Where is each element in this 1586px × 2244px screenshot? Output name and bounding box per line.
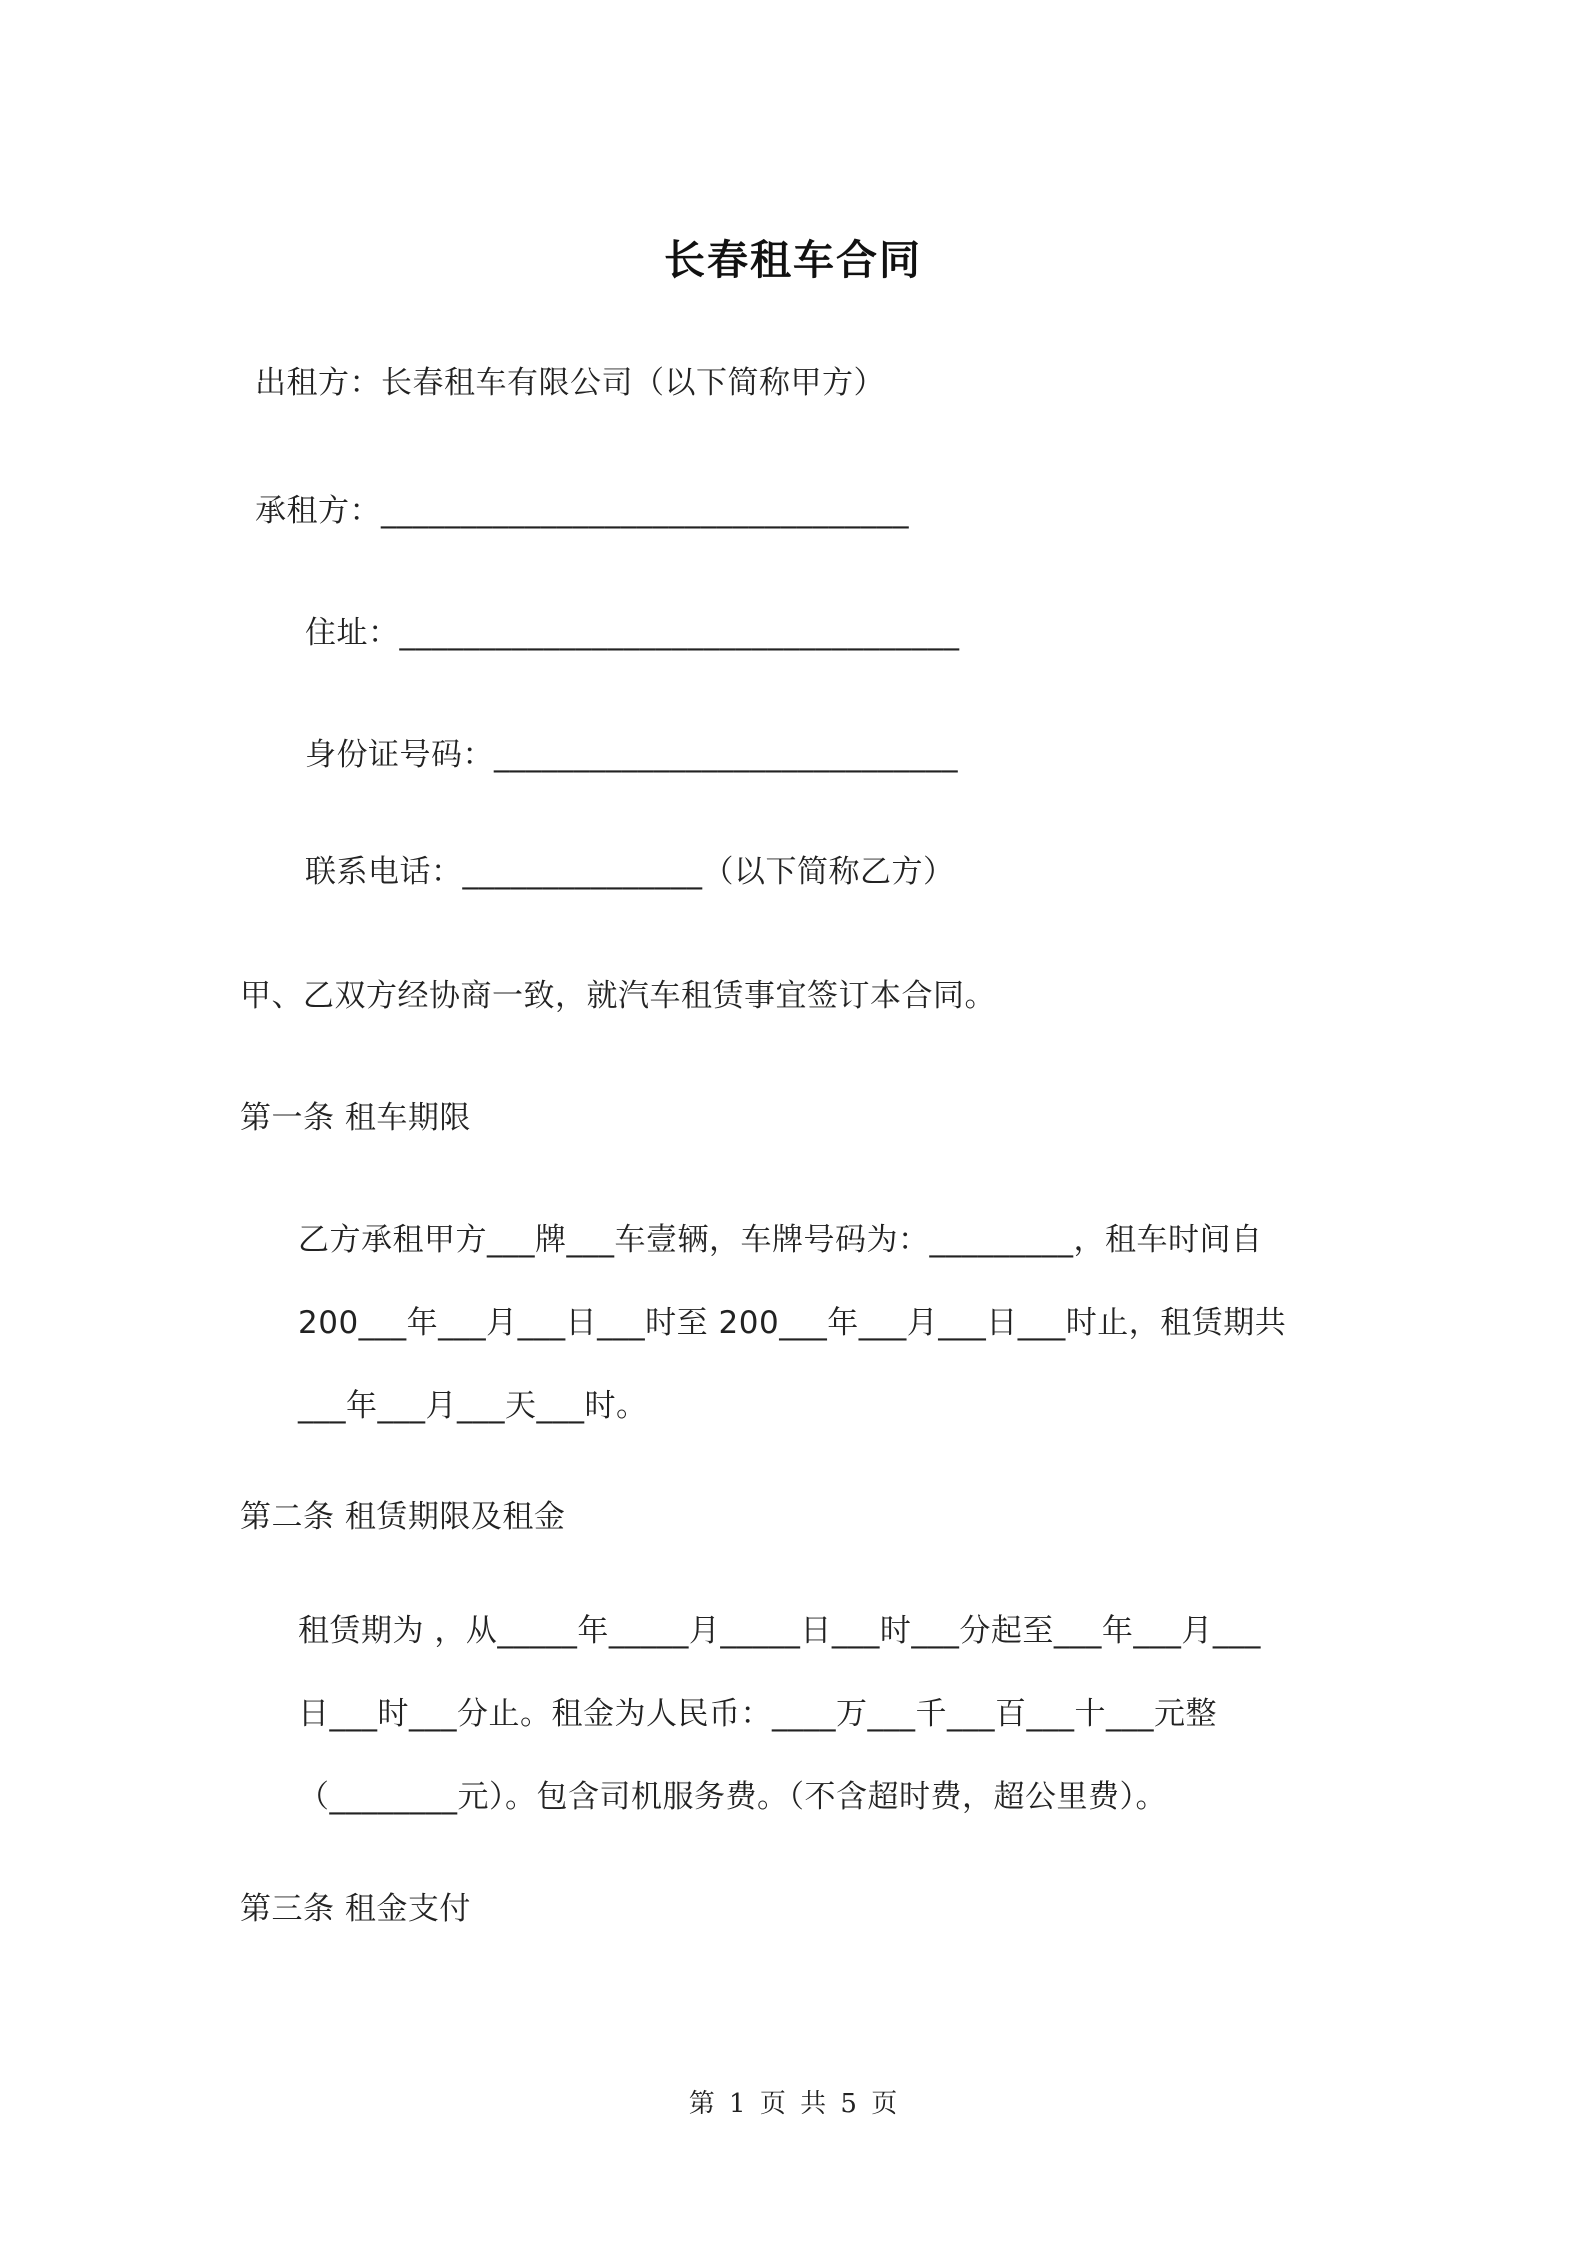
article-2-line-2: 日___时___分止。租金为人民币：____万___千___百___十___元整: [298, 1696, 1217, 1732]
lessor-line: 出租方：长春租车有限公司（以下简称甲方）: [255, 365, 885, 401]
article-3-heading: 第三条 租金支付: [240, 1891, 471, 1927]
phone-line: 联系电话：_______________（以下简称乙方）: [305, 854, 955, 890]
lessee-line: 承租方：_________________________________: [255, 493, 909, 529]
article-1-line-2: 200___年___月___日___时至 200___年___月___日___时止，租赁期共: [298, 1305, 1287, 1341]
article-2-line-3: （________元）。包含司机服务费。（不含超时费，超公里费）。: [298, 1779, 1167, 1815]
article-2-line-1: 租赁期为 ，从_____年_____月_____日___时___分起至___年___月___: [298, 1613, 1261, 1649]
article-2-heading: 第二条 租赁期限及租金: [240, 1499, 566, 1535]
address-line: 住址：___________________________________: [305, 615, 960, 651]
article-1-heading: 第一条 租车期限: [240, 1100, 471, 1136]
article-1-line-1: 乙方承租甲方___牌___车壹辆，车牌号码为：_________，租车时间自: [298, 1222, 1263, 1258]
article-1-line-3: ___年___月___天___时。: [298, 1388, 648, 1424]
id-number-line: 身份证号码：_____________________________: [305, 737, 958, 773]
document-title: 长春租车合同: [664, 236, 922, 284]
page-footer: 第 1 页 共 5 页: [688, 2089, 898, 2119]
intro-paragraph: 甲、乙双方经协商一致，就汽车租赁事宜签订本合同。: [240, 978, 996, 1014]
